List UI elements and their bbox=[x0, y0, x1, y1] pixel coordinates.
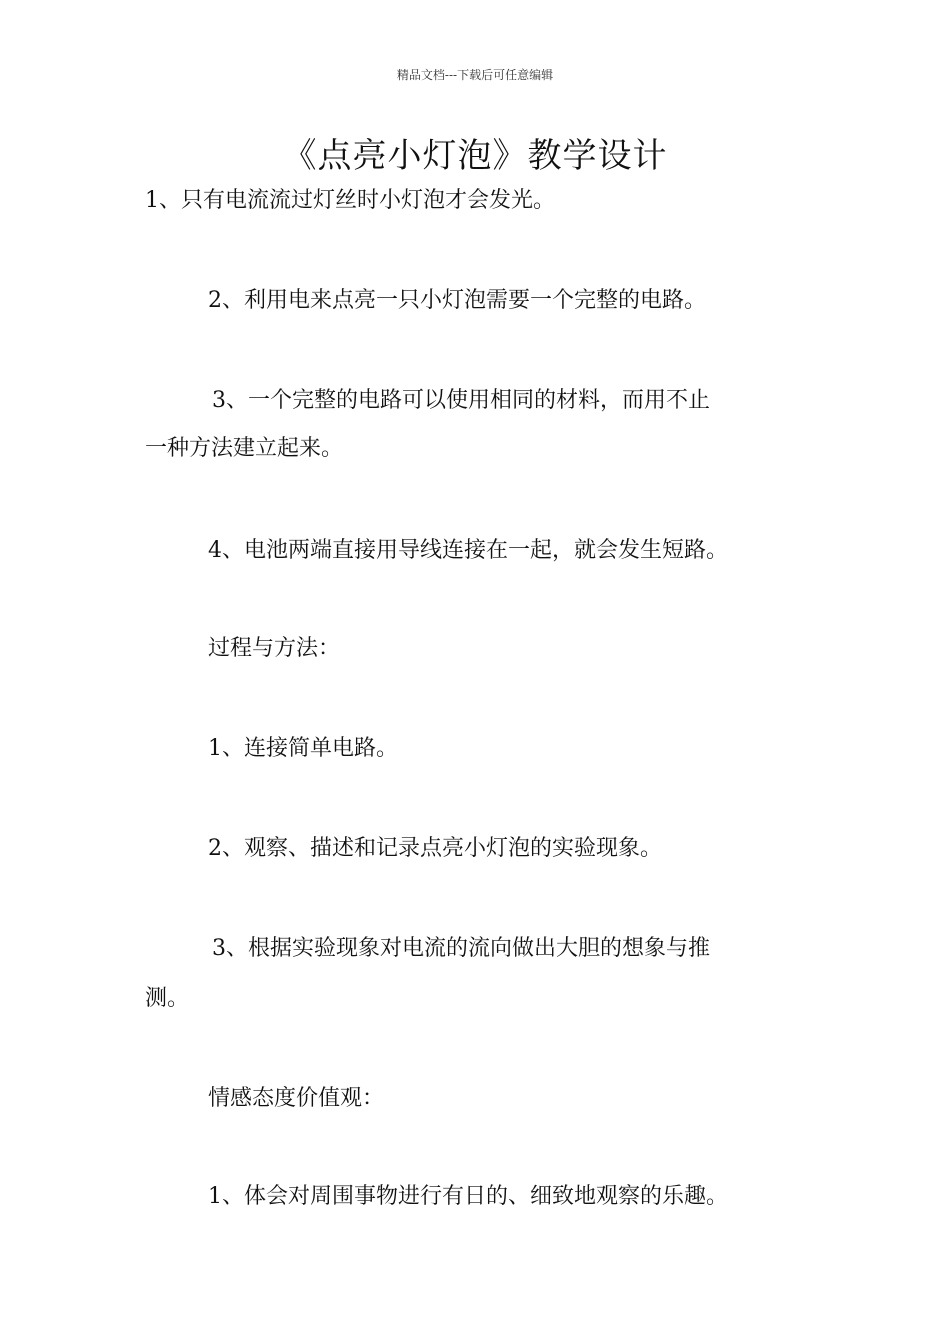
section-heading-attitude-values: 情感态度价值观： bbox=[208, 1086, 385, 1111]
process-item-1: 1、连接简单电路。 bbox=[208, 736, 398, 761]
attitude-item-1: 1、体会对周围事物进行有日的、细致地观察的乐趣。 bbox=[208, 1184, 728, 1209]
document-title: 《点亮小灯泡》教学设计 bbox=[282, 136, 668, 176]
process-item-2: 2、观察、描述和记录点亮小灯泡的实验现象。 bbox=[208, 836, 662, 861]
process-item-3-line-2: 测。 bbox=[145, 986, 190, 1011]
knowledge-item-3-line-2: 一种方法建立起来。 bbox=[145, 436, 344, 461]
page-header: 精品文档---下载后可任意编辑 bbox=[396, 68, 554, 82]
knowledge-item-3-line-1: 3、一个完整的电路可以使用相同的材料，而用不止 bbox=[212, 388, 710, 413]
section-heading-process-method: 过程与方法： bbox=[208, 636, 341, 661]
process-item-3-line-1: 3、根据实验现象对电流的流向做出大胆的想象与推 bbox=[212, 936, 710, 961]
knowledge-item-4: 4、电池两端直接用导线连接在一起，就会发生短路。 bbox=[208, 538, 728, 563]
knowledge-item-2: 2、利用电来点亮一只小灯泡需要一个完整的电路。 bbox=[208, 288, 706, 313]
knowledge-item-1: 1、只有电流流过灯丝时小灯泡才会发光。 bbox=[145, 188, 555, 213]
